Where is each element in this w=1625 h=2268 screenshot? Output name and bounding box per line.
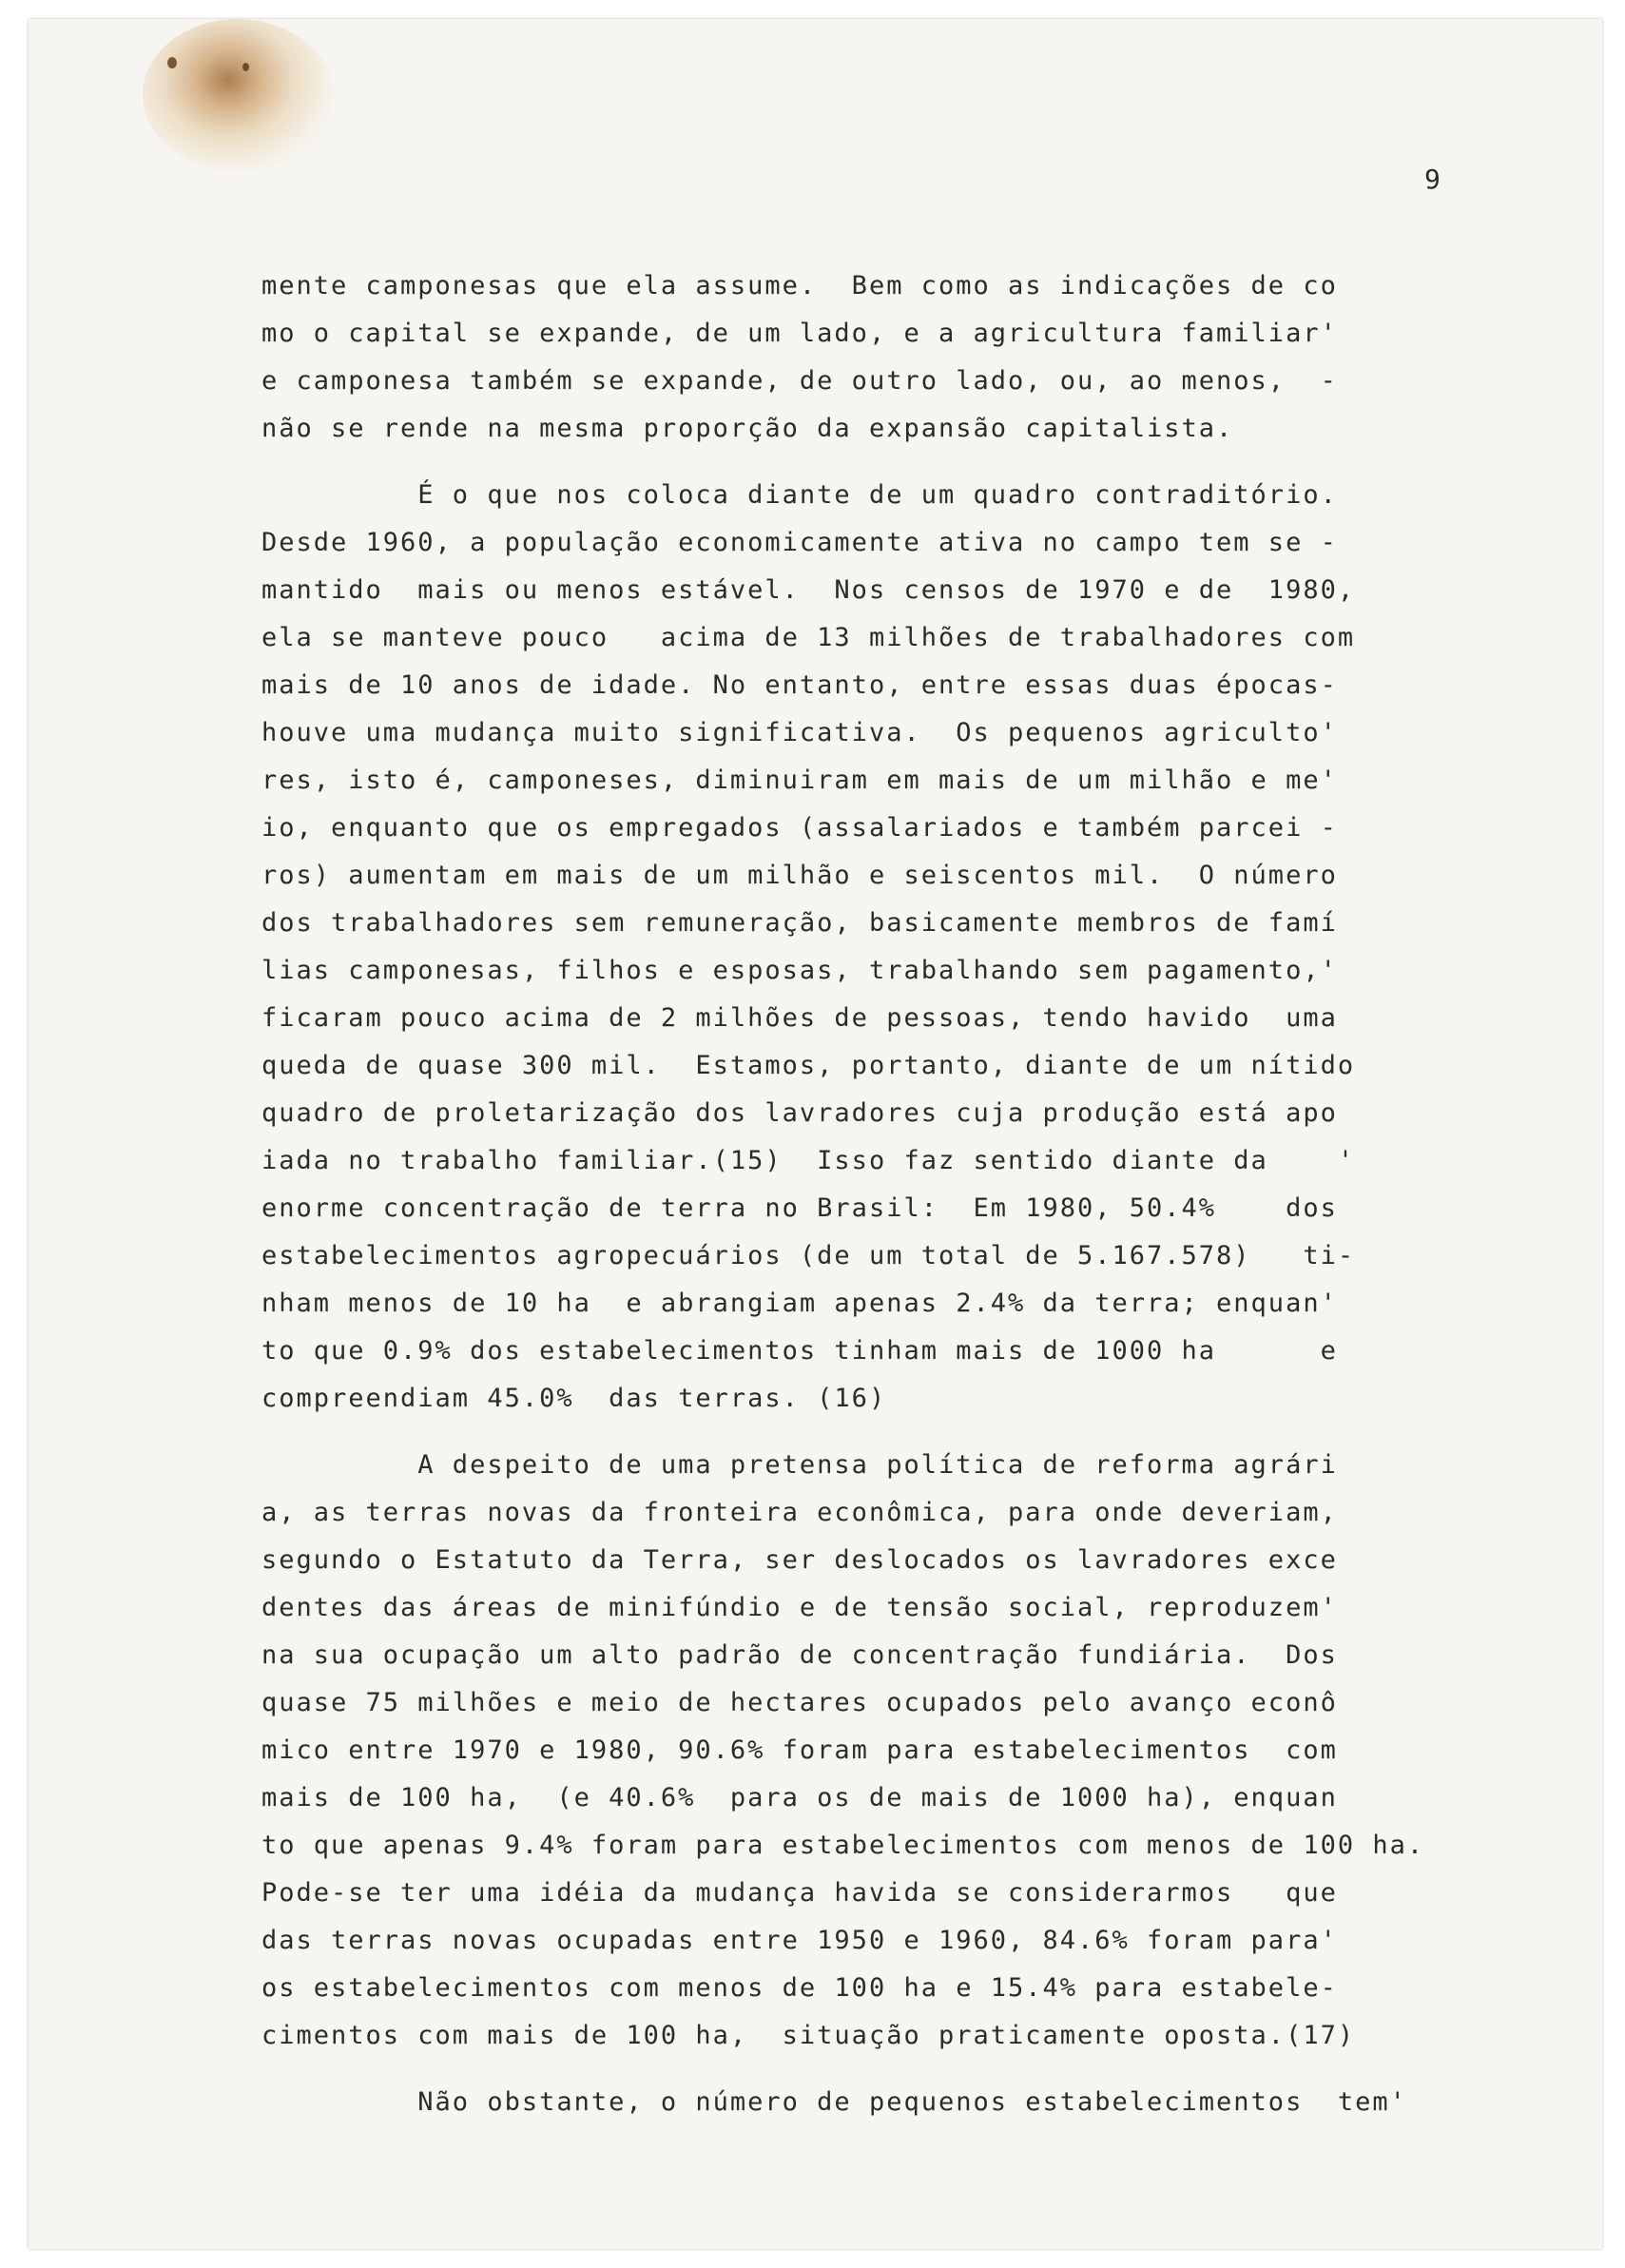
- text-line: quadro de proletarização dos lavradores cuja produção está apo: [261, 1098, 1338, 1128]
- text-line: Não obstante, o número de pequenos estabelecimentos tem': [261, 2087, 1407, 2117]
- text-line: Pode-se ter uma idéia da mudança havida se considerarmos que: [261, 1878, 1338, 1908]
- text-line: a, as terras novas da fronteira econômica, para onde deveriam,: [261, 1498, 1338, 1527]
- text-line: queda de quase 300 mil. Estamos, portanto, diante de um nítido: [261, 1051, 1356, 1080]
- text-line: compreendiam 45.0% das terras. (16): [261, 1384, 887, 1413]
- text-line: não se rende na mesma proporção da expansão capitalista.: [261, 414, 1234, 443]
- stain-mark: [242, 63, 249, 71]
- text-line: ficaram pouco acima de 2 milhões de pessoas, tendo havido uma: [261, 1003, 1338, 1033]
- text-line: quase 75 milhões e meio de hectares ocupados pelo avanço econô: [261, 1688, 1338, 1717]
- text-line: mais de 100 ha, (e 40.6% para os de mais de 1000 ha), enquan: [261, 1783, 1338, 1812]
- text-line: ros) aumentam em mais de um milhão e seiscentos mil. O número: [261, 861, 1338, 890]
- text-line: dos trabalhadores sem remuneração, basicamente membros de famí: [261, 908, 1338, 938]
- text-line: iada no trabalho familiar.(15) Isso faz sentido diante da ': [261, 1146, 1356, 1175]
- text-line: to que 0.9% dos estabelecimentos tinham mais de 1000 ha e: [261, 1336, 1338, 1366]
- page-number: 9: [1424, 164, 1441, 195]
- text-line: lias camponesas, filhos e esposas, trabalhando sem pagamento,': [261, 956, 1338, 985]
- text-line: mantido mais ou menos estável. Nos censos de 1970 e de 1980,: [261, 575, 1356, 605]
- text-line: Desde 1960, a população economicamente ativa no campo tem se -: [261, 528, 1338, 557]
- text-line: cimentos com mais de 100 ha, situação praticamente oposta.(17): [261, 2021, 1356, 2050]
- text-line: estabelecimentos agropecuários (de um total de 5.167.578) ti-: [261, 1241, 1356, 1270]
- document-page: [29, 19, 1602, 2249]
- text-line: segundo o Estatuto da Terra, ser deslocados os lavradores exce: [261, 1545, 1338, 1575]
- body-text: [261, 262, 1488, 2126]
- text-line: e camponesa também se expande, de outro lado, ou, ao menos, -: [261, 366, 1338, 396]
- text-line: houve uma mudança muito significativa. Os pequenos agriculto': [261, 718, 1338, 747]
- text-line: É o que nos coloca diante de um quadro contraditório.: [261, 480, 1338, 510]
- text-line: io, enquanto que os empregados (assalariados e também parcei -: [261, 813, 1338, 843]
- text-line: os estabelecimentos com menos de 100 ha e 15.4% para estabele-: [261, 1973, 1338, 2003]
- text-line: res, isto é, camponeses, diminuiram em mais de um milhão e me': [261, 766, 1338, 795]
- text-line: das terras novas ocupadas entre 1950 e 1960, 84.6% foram para': [261, 1926, 1338, 1955]
- text-line: na sua ocupação um alto padrão de concentração fundiária. Dos: [261, 1640, 1338, 1670]
- text-line: mo o capital se expande, de um lado, e a agricultura familiar': [261, 319, 1338, 348]
- text-line: nham menos de 10 ha e abrangiam apenas 2.4% da terra; enquan': [261, 1289, 1338, 1318]
- stain-mark: [167, 57, 177, 68]
- text-line: dentes das áreas de minifúndio e de tensão social, reproduzem': [261, 1593, 1338, 1622]
- text-line: enorme concentração de terra no Brasil: Em 1980, 50.4% dos: [261, 1193, 1338, 1223]
- burn-stain: [143, 19, 333, 171]
- text-line: mais de 10 anos de idade. No entanto, entre essas duas épocas-: [261, 670, 1338, 700]
- text-line: mente camponesas que ela assume. Bem como as indicações de co: [261, 271, 1338, 300]
- text-line: to que apenas 9.4% foram para estabelecimentos com menos de 100 ha.: [261, 1831, 1425, 1860]
- text-line: ela se manteve pouco acima de 13 milhões de trabalhadores com: [261, 623, 1356, 652]
- text-line: A despeito de uma pretensa política de reforma agrári: [261, 1450, 1338, 1480]
- text-line: mico entre 1970 e 1980, 90.6% foram para estabelecimentos com: [261, 1735, 1338, 1765]
